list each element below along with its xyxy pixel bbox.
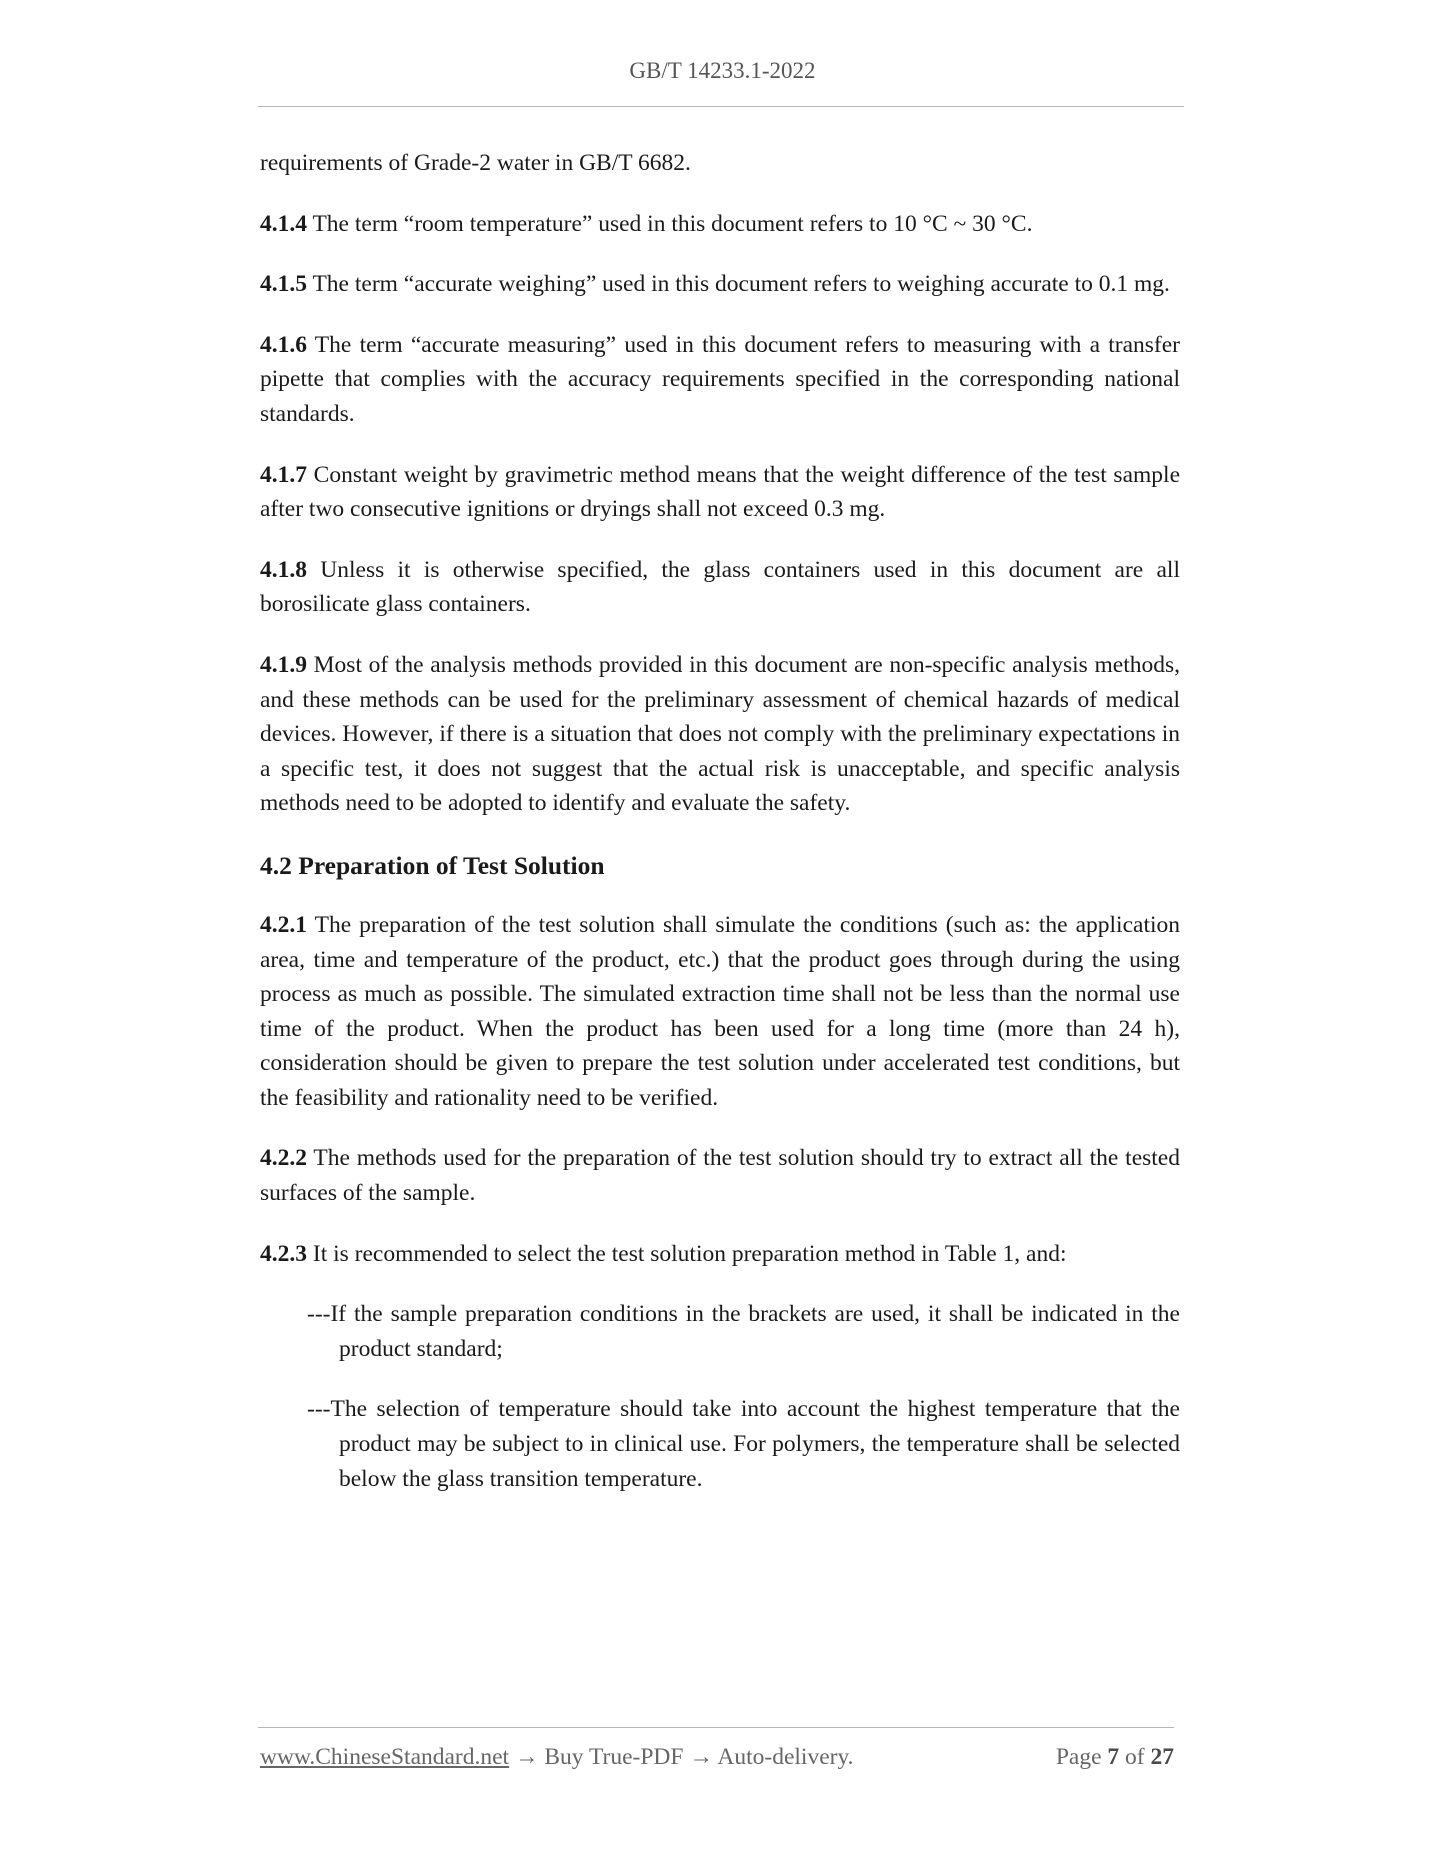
header-divider [258, 106, 1184, 107]
clause-4-1-7 [260, 458, 1180, 527]
section-heading-4-2: 4.2 Preparation of Test Solution [260, 850, 605, 880]
page-indicator [1056, 1744, 1174, 1771]
page-footer [260, 1744, 1174, 1778]
paragraph-continued: requirements of Grade-2 water in GB/T 6682. [260, 150, 691, 176]
list-item: ---The selection of temperature should take into account the highest temperature that the product may be subject to in clinical use. For polymers, the temperature shall be selected below the glass transition temperature. [307, 1396, 1180, 1492]
clause-4-1-5 [260, 267, 1180, 302]
current-page-number: 7 [1107, 1744, 1120, 1770]
website-link[interactable]: www.ChineseStandard.net [260, 1744, 510, 1770]
clause-4-2-2 [260, 1141, 1180, 1210]
clause-number: 4.2.2 [260, 1145, 307, 1172]
clause-4-2-3 [260, 1237, 1180, 1272]
clause-text: The term “room temperature” used in this document refers to 10 °C ~ 30 °C. [307, 210, 1033, 237]
footer-promo [260, 1744, 854, 1771]
clause-number: 4.1.5 [260, 271, 307, 298]
list-item: ---If the sample preparation conditions in the brackets are used, it shall be indicated in the product standard; [307, 1301, 1180, 1362]
clause-4-1-9 [260, 648, 1180, 821]
clause-number: 4.1.7 [260, 461, 307, 488]
clause-4-2-1 [260, 908, 1180, 1116]
clause-4-1-4 [260, 207, 1180, 242]
total-page-count: 27 [1150, 1744, 1174, 1770]
clause-4-1-8 [260, 553, 1180, 622]
clause-number: 4.1.6 [260, 331, 307, 358]
page-of-label: of [1119, 1744, 1151, 1770]
clause-text: The preparation of the test solution shall simulate the conditions (such as: the application area, time and temperature of the product, etc.) that the product goes through during the using process as much as possible. The simulated extraction time shall not be less than the normal use time of the product. When the product has been used for a long time (more than 24 h), consideration should be given to prepare the test solution under accelerated test conditions, but the feasibility and rationality need to be verified. [260, 911, 1180, 1111]
clause-text: It is recommended to select the test solution preparation method in Table 1, and: [307, 1240, 1067, 1267]
clause-number: 4.1.9 [260, 651, 307, 678]
clause-text: The methods used for the preparation of the test solution should try to extract all the tested surfaces of the sample. [260, 1145, 1180, 1207]
clause-text: Constant weight by gravimetric method means that the weight difference of the test sample after two consecutive ignitions or dryings shall not exceed 0.3 mg. [260, 461, 1180, 523]
clause-number: 4.2.1 [260, 911, 307, 938]
document-body [260, 146, 1180, 1522]
clause-number: 4.2.3 [260, 1240, 307, 1267]
page-header-standard-code: GB/T 14233.1-2022 [629, 58, 816, 83]
clause-text: The term “accurate measuring” used in this document refers to measuring with a transfer pipette that complies with the accuracy requirements specified in the corresponding national standards. [260, 331, 1180, 427]
footer-divider [258, 1727, 1174, 1728]
clause-number: 4.1.4 [260, 210, 307, 237]
clause-number: 4.1.8 [260, 556, 307, 583]
page-label: Page [1055, 1744, 1108, 1770]
footer-tagline: → Buy True-PDF → Auto-delivery. [509, 1744, 854, 1770]
clause-text: Unless it is otherwise specified, the glass containers used in this document are all borosilicate glass containers. [260, 556, 1180, 618]
clause-4-1-6 [260, 328, 1180, 432]
clause-text: The term “accurate weighing” used in this document refers to weighing accurate to 0.1 mg. [307, 271, 1170, 298]
clause-text: Most of the analysis methods provided in this document are non-specific analysis methods, and these methods can be used for the preliminary assessment of chemical hazards of medical devices. However, if there is a situation that does not comply with the preliminary expectations in a specific test, it does not suggest that the actual risk is unacceptable, and specific analysis methods need to be adopted to identify and evaluate the safety. [260, 651, 1180, 817]
